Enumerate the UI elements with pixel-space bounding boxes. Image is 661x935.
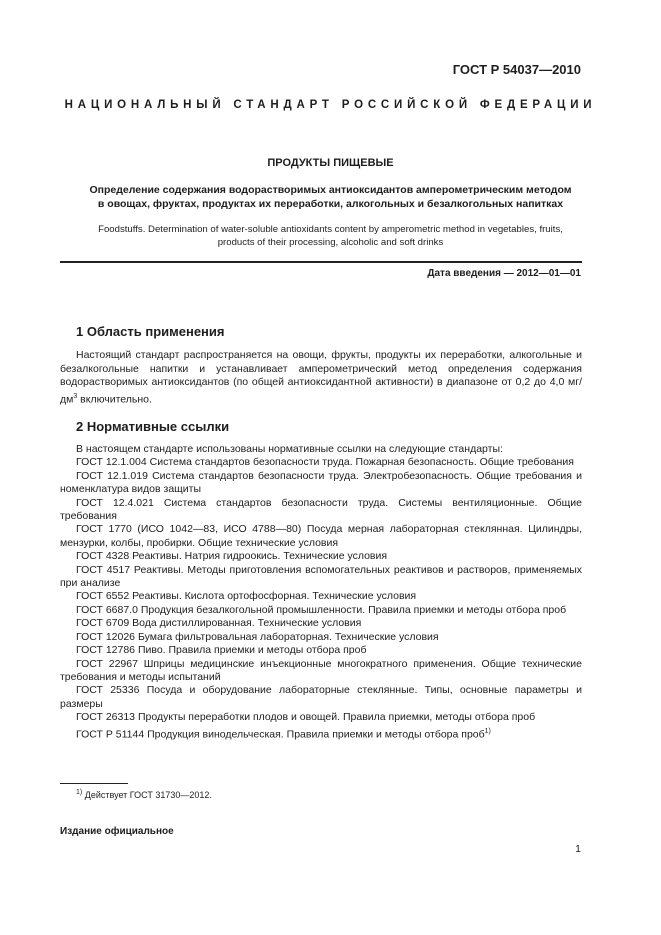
section-1-text bbox=[60, 349, 582, 407]
section-2-heading: 2 Нормативные ссылки bbox=[76, 419, 230, 434]
subtitle-en-line-2: products of their processing, alcoholic and soft drinks bbox=[217, 237, 444, 248]
references-intro: В настоящем стандарте использованы нормативные ссылки на следующие стандарты: bbox=[76, 443, 503, 455]
footnote-divider bbox=[60, 783, 128, 784]
page-number: 1 bbox=[575, 843, 581, 855]
footnote-text: Действует ГОСТ 31730—2012. bbox=[82, 790, 212, 800]
footnote-marker: 1) bbox=[484, 727, 491, 735]
reference-item: ГОСТ 1770 (ИСО 1042—83, ИСО 4788—80) Посуда мерная лабораторная стеклянная. Цилиндры, мензурки, колбы, пробирки. Общие технические условия bbox=[60, 523, 582, 549]
subtitle-russian bbox=[40, 183, 621, 211]
reference-item: ГОСТ 25336 Посуда и оборудование лабораторные стеклянные. Типы, основные параметры и размеры bbox=[60, 684, 582, 710]
reference-item: ГОСТ 26313 Продукты переработки плодов и овощей. Правила приемки, методы отбора проб bbox=[76, 711, 536, 724]
document-title: ПРОДУКТЫ ПИЩЕВЫЕ bbox=[267, 157, 394, 169]
introduction-date: Дата введения — 2012—01—01 bbox=[427, 268, 581, 279]
footnote bbox=[76, 789, 212, 800]
footnote-number: 1) bbox=[76, 789, 83, 796]
reference-item: ГОСТ 12.4.021 Система стандартов безопасности труда. Системы вентиляционные. Общие требования bbox=[60, 496, 582, 523]
section-1-heading: 1 Область применения bbox=[76, 324, 225, 339]
reference-item: ГОСТ 6552 Реактивы. Кислота ортофосфорная. Технические условия bbox=[76, 590, 417, 603]
subtitle-en-line-1: Foodstuffs. Determination of water-soluble antioxidants content by amperometric method in vegetables, fruits, bbox=[98, 224, 563, 235]
reference-item: ГОСТ 6709 Вода дистиллированная. Технические условия bbox=[76, 617, 362, 630]
document-number: ГОСТ Р 54037—2010 bbox=[452, 62, 581, 77]
section-1-body: Настоящий стандарт распространяется на овощи, фрукты, продукты их переработки, алкогольные и безалкогольные напитки и устанавливает амперометрический метод определения содержания водорастворимых антиоксидантов (по общей антиоксидантной активности) в диапазоне от 0,2 до 4,0 мг/дм bbox=[60, 349, 582, 405]
reference-item: ГОСТ 6687.0 Продукция безалкогольной промышленности. Правила приемки и методы отбора проб bbox=[76, 603, 567, 616]
normative-references-list bbox=[60, 443, 582, 741]
reference-item: ГОСТ 4328 Реактивы. Натрия гидроокись. Технические условия bbox=[76, 550, 388, 563]
reference-item: ГОСТ 12.1.019 Система стандартов безопасности труда. Электробезопасность. Общие требования и номенклатура видов защиты bbox=[60, 469, 582, 496]
header-divider bbox=[60, 261, 582, 263]
reference-item: ГОСТ 12.1.004 Система стандартов безопасности труда. Пожарная безопасность. Общие требования bbox=[76, 456, 574, 469]
section-1-tail: включительно. bbox=[77, 393, 152, 405]
superscript-3: 3 bbox=[73, 392, 78, 400]
reference-item-last bbox=[60, 725, 582, 742]
reference-item: ГОСТ 4517 Реактивы. Методы приготовления вспомогательных реактивов и растворов, применяемых при анализе bbox=[60, 563, 582, 590]
reference-item: ГОСТ 12786 Пиво. Правила приемки и методы отбора проб bbox=[76, 644, 367, 657]
last-reference-text: ГОСТ Р 51144 Продукция винодельческая. Правила приемки и методы отбора проб bbox=[76, 728, 485, 741]
subtitle-ru-line-1: Определение содержания водорастворимых антиоксидантов амперометрическим методом bbox=[89, 184, 572, 196]
official-edition-label: Издание официальное bbox=[60, 826, 174, 837]
national-standard-heading: НАЦИОНАЛЬНЫЙ СТАНДАРТ РОССИЙСКОЙ ФЕДЕРАЦИИ bbox=[64, 99, 597, 111]
reference-item: ГОСТ 22967 Шприцы медицинские инъекционные многократного применения. Общие технические требования и методы испытаний bbox=[60, 657, 582, 683]
subtitle-english bbox=[40, 223, 621, 249]
subtitle-ru-line-2: в овощах, фруктах, продуктах их переработки, алкогольных и безалкогольных напитках bbox=[97, 198, 564, 210]
reference-item: ГОСТ 12026 Бумага фильтровальная лабораторная. Технические условия bbox=[76, 630, 439, 643]
